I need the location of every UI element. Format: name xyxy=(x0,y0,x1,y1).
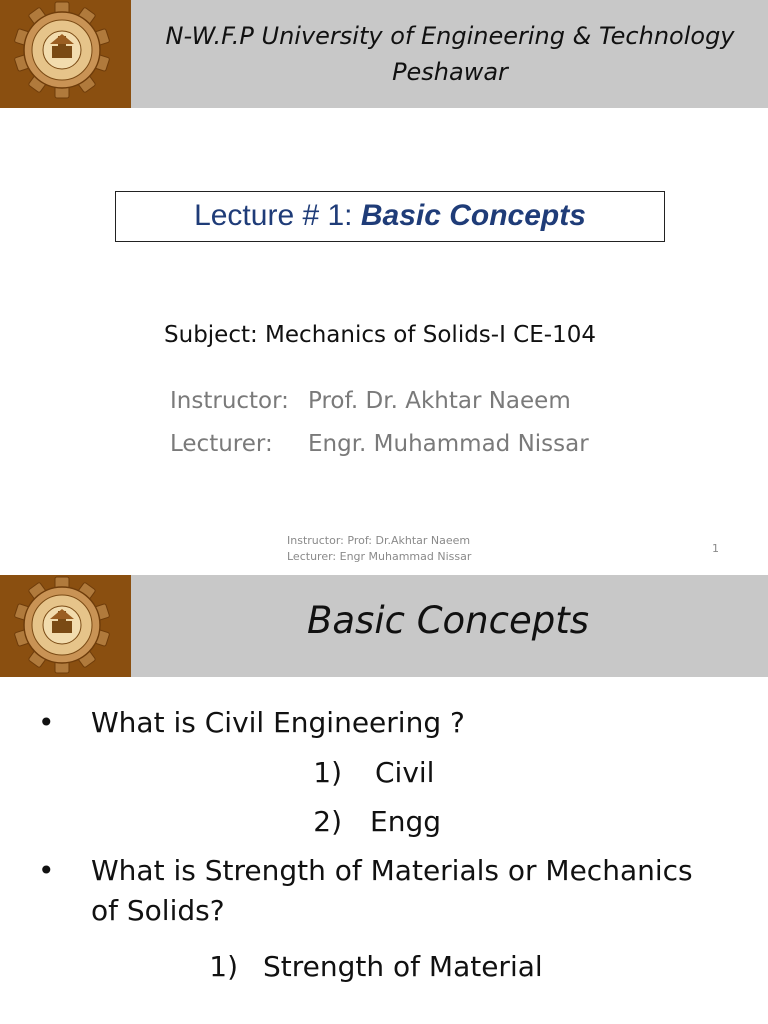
numbered-item xyxy=(0,947,768,996)
instructor-label: Instructor: xyxy=(170,388,289,414)
slide-2-title: Basic Concepts xyxy=(306,599,590,642)
university-name-line2: Peshawar xyxy=(392,58,508,86)
numbered-item xyxy=(0,753,768,802)
item-text: Strength of Material xyxy=(263,950,543,983)
staff-list xyxy=(170,380,589,466)
footer-instructor: Instructor: Prof: Dr.Akhtar Naeem xyxy=(287,534,471,547)
slide-1-header xyxy=(0,0,768,108)
gear-logo-icon xyxy=(0,0,131,108)
university-name-line1: N-W.F.P University of Engineering & Technology xyxy=(165,22,735,50)
lecture-number: Lecture # 1: xyxy=(194,199,361,232)
item-number: 1) xyxy=(209,950,238,983)
slide-footer xyxy=(287,533,471,565)
item-text: Civil xyxy=(375,756,435,789)
instructor-row xyxy=(170,380,589,423)
lecturer-label: Lecturer: xyxy=(170,431,273,457)
bullet-list xyxy=(0,703,768,996)
slide-2-header xyxy=(0,575,768,677)
gear-logo-icon xyxy=(0,575,131,677)
item-text: Engg xyxy=(370,805,441,838)
item-number: 1) xyxy=(313,756,342,789)
instructor-name: Prof. Dr. Akhtar Naeem xyxy=(308,388,571,414)
subject-line: Subject: Mechanics of Solids-I CE-104 xyxy=(164,322,596,348)
footer-lecturer: Lecturer: Engr Muhammad Nissar xyxy=(287,550,472,563)
slide-2 xyxy=(0,575,768,1024)
bullet-dot: • xyxy=(38,706,55,739)
university-name xyxy=(140,18,760,90)
university-logo xyxy=(0,0,131,108)
lecturer-name: Engr. Muhammad Nissar xyxy=(308,431,589,457)
numbered-item xyxy=(0,802,768,851)
lecture-title-box xyxy=(115,191,665,242)
bullet-item xyxy=(0,851,768,947)
item-number: 2) xyxy=(313,805,342,838)
bullet-text: What is Strength of Materials or Mechanics of Solids? xyxy=(91,854,693,927)
lecture-title: Basic Concepts xyxy=(360,199,586,232)
page-number: 1 xyxy=(712,542,719,555)
lecturer-row xyxy=(170,423,589,466)
bullet-text: What is Civil Engineering ? xyxy=(91,706,465,739)
bullet-dot: • xyxy=(38,854,55,887)
university-logo xyxy=(0,575,131,677)
bullet-item xyxy=(0,703,768,753)
